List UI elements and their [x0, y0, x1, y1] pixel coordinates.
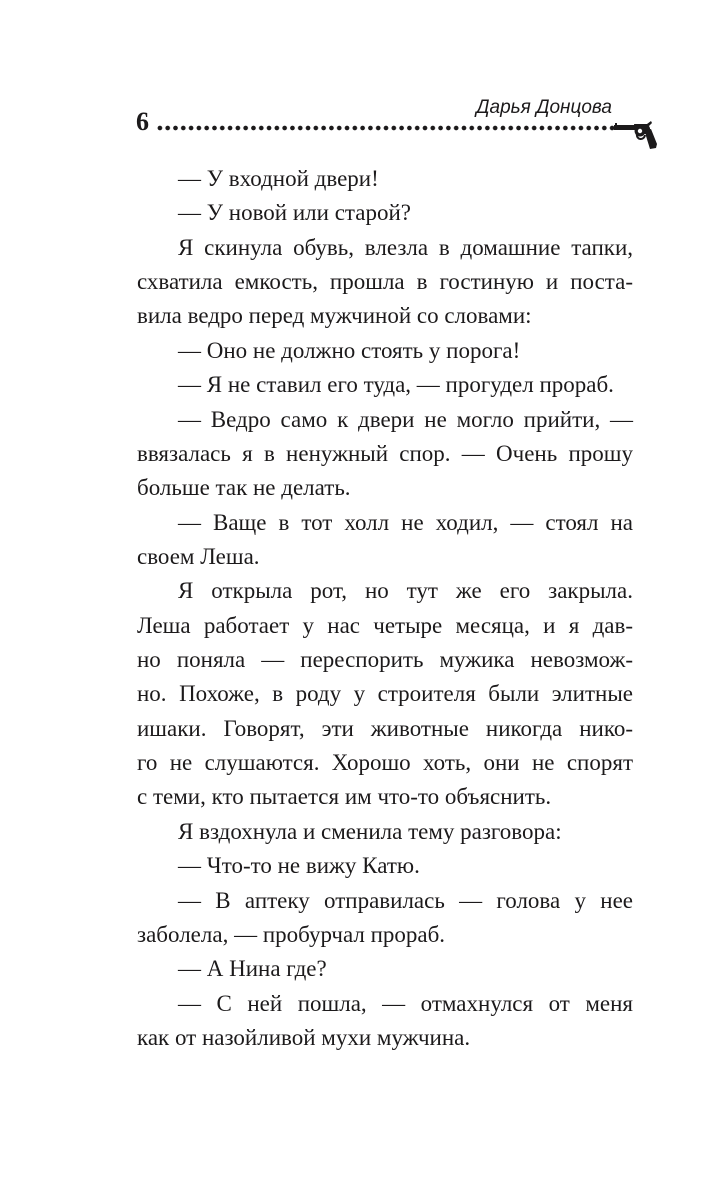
paragraph — [137, 231, 633, 334]
text-line: Леша работает у нас четыре месяца, и я дав- — [137, 612, 633, 638]
text-line: заболела, — пробурчал прораб. — [137, 921, 446, 947]
text-line: — Ваще в тот холл не ходил, — стоял на — [178, 509, 633, 535]
text-line: как от назойливой мухи мужчина. — [137, 1024, 471, 1050]
body-text — [137, 162, 633, 1055]
text-line: — В аптеку отправилась — голова у нее — [178, 887, 633, 913]
text-line: вила ведро перед мужчиной со словами: — [137, 303, 532, 329]
text-line: Я скинула обувь, влезла в домашние тапки, — [178, 234, 633, 260]
text-line: — С ней пошла, — отмахнулся от меня — [178, 990, 633, 1016]
text-line: Я вздохнула и сменила тему разговора: — [178, 818, 562, 844]
text-line: с теми, кто пытается им что-то объяснить. — [137, 784, 552, 810]
text-line: своем Леша. — [137, 543, 260, 569]
paragraph — [137, 849, 633, 883]
text-line: схватила емкость, прошла в гостиную и поста- — [137, 269, 633, 295]
paragraph — [137, 574, 633, 815]
paragraph — [137, 162, 633, 196]
text-line: больше так не делать. — [137, 475, 351, 501]
revolver-icon — [614, 120, 658, 150]
text-line: ишаки. Говорят, эти животные никогда нико- — [137, 715, 633, 741]
running-header-author: Дарья Донцова — [476, 97, 612, 118]
paragraph — [137, 196, 633, 230]
paragraph — [137, 884, 633, 953]
text-line: но поняла — переспорить мужика невозмож- — [137, 647, 633, 673]
text-line: — У новой или старой? — [178, 200, 411, 226]
text-line: ввязалась я в ненужный спор. — Очень прошу — [137, 440, 633, 466]
text-line: го не слушаются. Хорошо хоть, они не спорят — [137, 750, 633, 776]
text-line: — Ведро само к двери не могло прийти, — — [178, 406, 633, 432]
text-line: — У входной двери! — [178, 166, 379, 191]
paragraph — [137, 506, 633, 575]
text-line: — Оно не должно стоять у порога! — [178, 337, 521, 363]
page-number: 6 — [136, 107, 149, 136]
paragraph — [137, 987, 633, 1056]
paragraph — [137, 368, 633, 402]
paragraph — [137, 334, 633, 368]
text-line: Я открыла рот, но тут же его закрыла. — [178, 578, 633, 604]
paragraph — [137, 952, 633, 986]
text-line: но. Похоже, в роду у строителя были элитные — [137, 681, 633, 707]
paragraph — [137, 403, 633, 506]
text-line: — Я не ставил его туда, — прогудел прораб. — [178, 372, 614, 398]
text-line: — А Нина где? — [178, 956, 327, 982]
paragraph — [137, 815, 633, 849]
dotted-leader — [156, 124, 614, 132]
text-line: — Что-то не вижу Катю. — [178, 853, 420, 879]
